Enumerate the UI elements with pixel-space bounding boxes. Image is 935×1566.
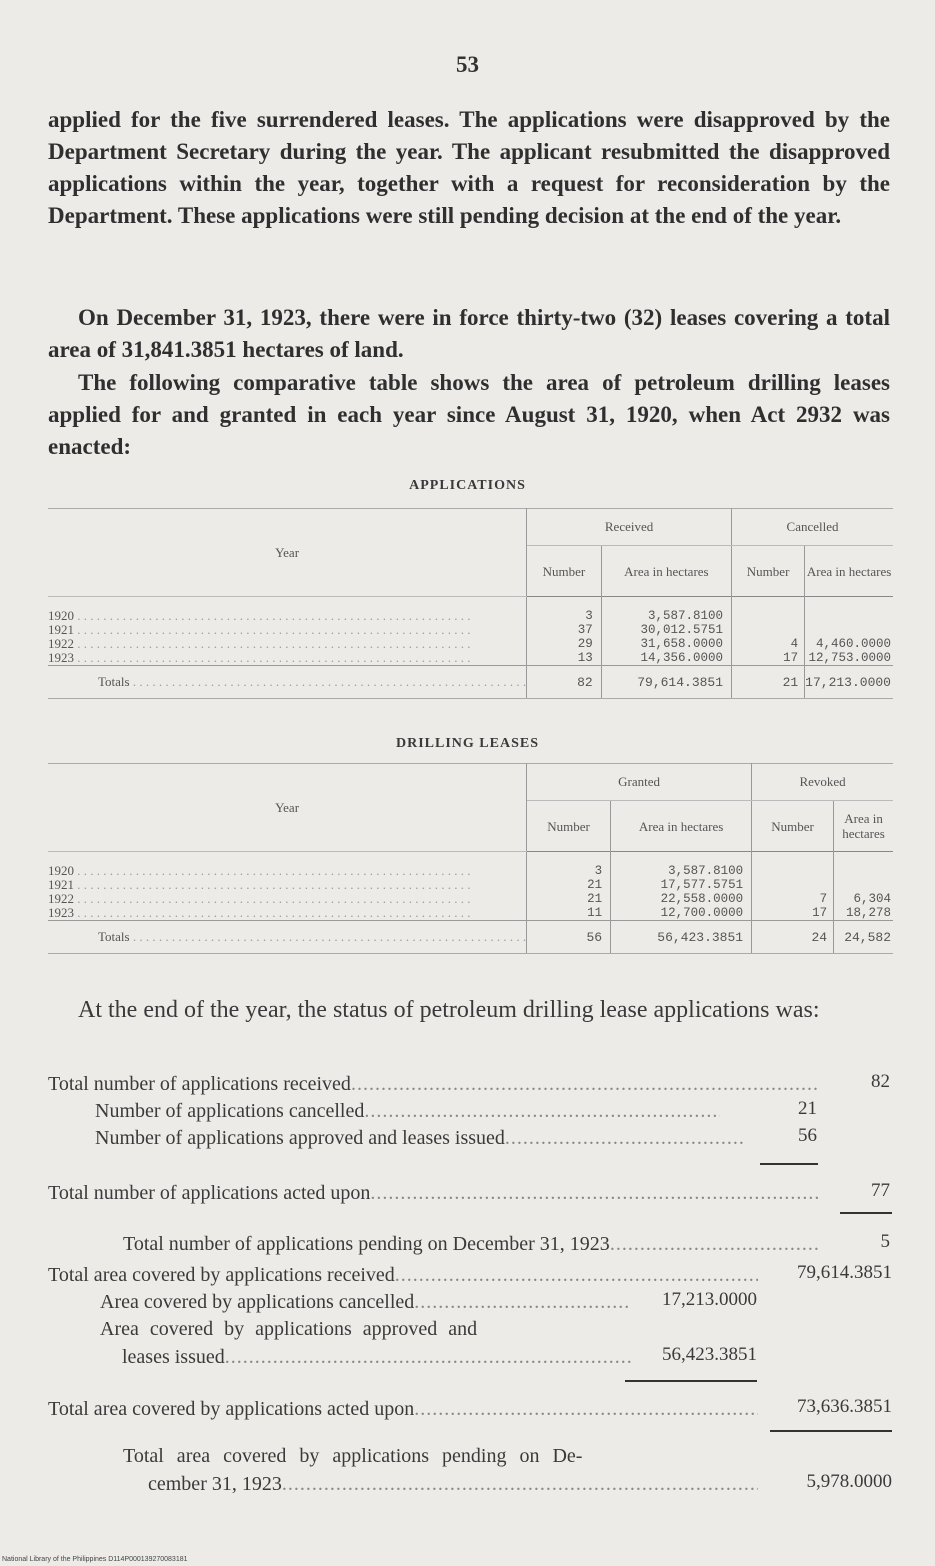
paragraph-leases-in-force: On December 31, 1923, there were in force thirty-two (32) leases covering a total area of 31,841.3851 hectares of land.: [48, 305, 890, 362]
number-header: Number: [527, 546, 602, 597]
year-header: Year: [48, 764, 527, 852]
table-row: 1922 . . . 21 22,558.0000 7 6,304: [48, 892, 893, 906]
summary-acted: 77: [871, 1180, 890, 1201]
year-header: Year: [48, 509, 527, 597]
number-header: Number: [732, 546, 805, 597]
summary-area-acted-label: Total area covered by applications acted upon .....: [48, 1398, 758, 1421]
library-footer: National Library of the Philippines D114P000139270083181: [2, 1556, 188, 1563]
granted-header: Granted: [527, 764, 752, 801]
summary-area-acted: 73,636.3851: [797, 1396, 892, 1417]
summary-total-received-label: Total number of applications received .....: [48, 1073, 818, 1096]
table-row: 1923 . . . 11 12,700.0000 17 18,278: [48, 906, 893, 921]
revoked-header: Revoked: [752, 764, 893, 801]
area-header: Area in hectares: [806, 563, 892, 579]
applications-table-title: APPLICATIONS: [409, 478, 526, 493]
summary-area-approved-label-1: Area covered by applications approved and: [100, 1318, 478, 1340]
summary-pending-label: Total number of applications pending on December 31, 1923 .....: [123, 1233, 820, 1256]
summary-approved-label: Number of applications approved and leases issued .....: [95, 1127, 745, 1150]
table-row: 1920 . . . 3 3,587.8100: [48, 609, 893, 623]
number-header: Number: [527, 801, 611, 852]
sum-rule: [770, 1430, 892, 1432]
summary-total-received: 82: [871, 1071, 890, 1092]
summary-area-approved-label-2: leases issued .....: [122, 1346, 632, 1369]
summary-approved: 56: [798, 1125, 817, 1146]
summary-acted-label: Total number of applications acted upon .....: [48, 1182, 818, 1205]
cancelled-header: Cancelled: [732, 509, 893, 546]
paragraph-surrendered-leases: applied for the five surrendered leases. The applications were disapproved by the Department Secretary during the year. The applicant resubmitted the disapproved applications within the year, together with a request for reconsideration by the Department. These applications were still pending decision at the end of the year.: [48, 107, 890, 228]
summary-area-received: 79,614.3851: [797, 1262, 892, 1283]
summary-area-cancelled-label: Area covered by applications cancelled .....: [100, 1291, 630, 1314]
table-row: 1920 . . . 3 3,587.8100: [48, 864, 893, 878]
number-header: Number: [752, 801, 834, 852]
area-header: Area in hectares: [601, 546, 731, 597]
summary-area-pending-label-2: cember 31, 1923 .....: [148, 1473, 758, 1496]
summary-cancelled-label: Number of applications cancelled .....: [95, 1100, 720, 1123]
area-header: Area in hectares: [611, 801, 752, 852]
paragraph-status-intro: At the end of the year, the status of petroleum drilling lease applications was:: [78, 997, 820, 1023]
totals-row: Totals . . . 56 56,423.3851 24 24,582: [48, 921, 893, 954]
applications-table: [48, 508, 893, 699]
page-number: 53: [456, 52, 479, 77]
summary-pending: 5: [880, 1231, 890, 1252]
paragraph-comparative-table-intro: The following comparative table shows the area of petroleum drilling leases applied for and granted in each year since August 31, 1920, when Act 2932 was enacted:: [48, 370, 890, 459]
sum-rule: [625, 1380, 757, 1382]
summary-cancelled: 21: [798, 1098, 817, 1119]
received-header: Received: [527, 509, 732, 546]
drilling-leases-table: [48, 763, 893, 954]
summary-area-received-label: Total area covered by applications received .....: [48, 1264, 758, 1287]
table-row: 1922 . . . 29 31,658.0000 4 4,460.0000: [48, 637, 893, 651]
sum-rule: [840, 1212, 892, 1214]
sum-rule: [760, 1163, 818, 1165]
area-header: Area in hectares: [842, 811, 885, 841]
totals-row: Totals . . . 82 79,614.3851 21 17,213.0000: [48, 666, 893, 699]
table-row: 1921 . . . 21 17,577.5751: [48, 878, 893, 892]
table-row: 1923 . . . 13 14,356.0000 17 12,753.0000: [48, 651, 893, 666]
drilling-leases-table-title: DRILLING LEASES: [396, 736, 539, 751]
summary-area-pending: 5,978.0000: [806, 1471, 892, 1492]
summary-area-cancelled: 17,213.0000: [662, 1289, 757, 1310]
summary-area-pending-label-1: Total area covered by applications pending on De-: [123, 1445, 583, 1467]
table-row: 1921 . . . 37 30,012.5751: [48, 623, 893, 637]
summary-area-approved: 56,423.3851: [662, 1344, 757, 1365]
